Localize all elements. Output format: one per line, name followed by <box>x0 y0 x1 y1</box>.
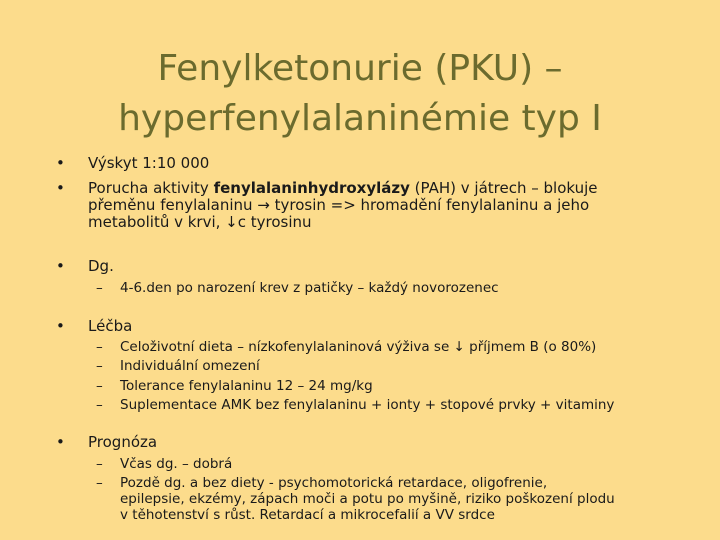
bullet-marker: • <box>56 257 65 275</box>
porucha-suffix: (PAH) v játrech – blokuje <box>409 179 598 197</box>
bullet-text <box>88 180 598 197</box>
sub-marker: – <box>96 339 103 355</box>
sub-marker: – <box>96 456 103 472</box>
slide-title <box>60 44 660 144</box>
sub-marker: – <box>96 280 103 296</box>
bullet-text: Dg. <box>88 257 114 275</box>
sub-marker: – <box>96 378 103 394</box>
porucha-enzyme: fenylalaninhydroxylázy <box>213 179 410 197</box>
sub-text: Individuální omezení <box>120 358 260 374</box>
sub-text: v těhotenství s růst. Retardací a mikrocefalií a VV srdce <box>120 507 495 523</box>
porucha-prefix: Porucha aktivity <box>88 179 214 197</box>
bullet-marker: • <box>56 154 65 172</box>
sub-text: Celoživotní dieta – nízkofenylalaninová výživa se ↓ příjmem B (o 80%) <box>120 339 597 355</box>
sub-marker: – <box>96 358 103 374</box>
bullet-text: přeměnu fenylalaninu → tyrosin => hromadění fenylalaninu a jeho <box>88 196 590 214</box>
sub-text: epilepsie, ekzémy, zápach moči a potu po myšině, riziko poškození plodu <box>120 491 615 507</box>
sub-text: Suplementace AMK bez fenylalaninu + ionty + stopové prvky + vitaminy <box>120 397 615 413</box>
sub-text: 4-6.den po narození krev z patičky – každý novorozenec <box>120 280 499 296</box>
title-line-1: Fenylketonurie (PKU) – <box>157 48 563 89</box>
sub-marker: – <box>96 475 103 491</box>
sub-text: Pozdě dg. a bez diety - psychomotorická retardace, oligofrenie, <box>120 475 548 491</box>
bullet-text: Výskyt 1:10 000 <box>88 154 210 172</box>
bullet-text: Léčba <box>88 317 133 335</box>
bullet-marker: • <box>56 179 65 197</box>
sub-text: Včas dg. – dobrá <box>120 456 233 472</box>
bullet-marker: • <box>56 433 65 451</box>
sub-marker: – <box>96 397 103 413</box>
bullet-marker: • <box>56 317 65 335</box>
bullet-text: Prognóza <box>88 433 158 451</box>
sub-text: Tolerance fenylalaninu 12 – 24 mg/kg <box>120 378 373 394</box>
title-line-2: hyperfenylalaninémie typ I <box>118 98 602 139</box>
bullet-text: metabolitů v krvi, ↓c tyrosinu <box>88 213 312 231</box>
